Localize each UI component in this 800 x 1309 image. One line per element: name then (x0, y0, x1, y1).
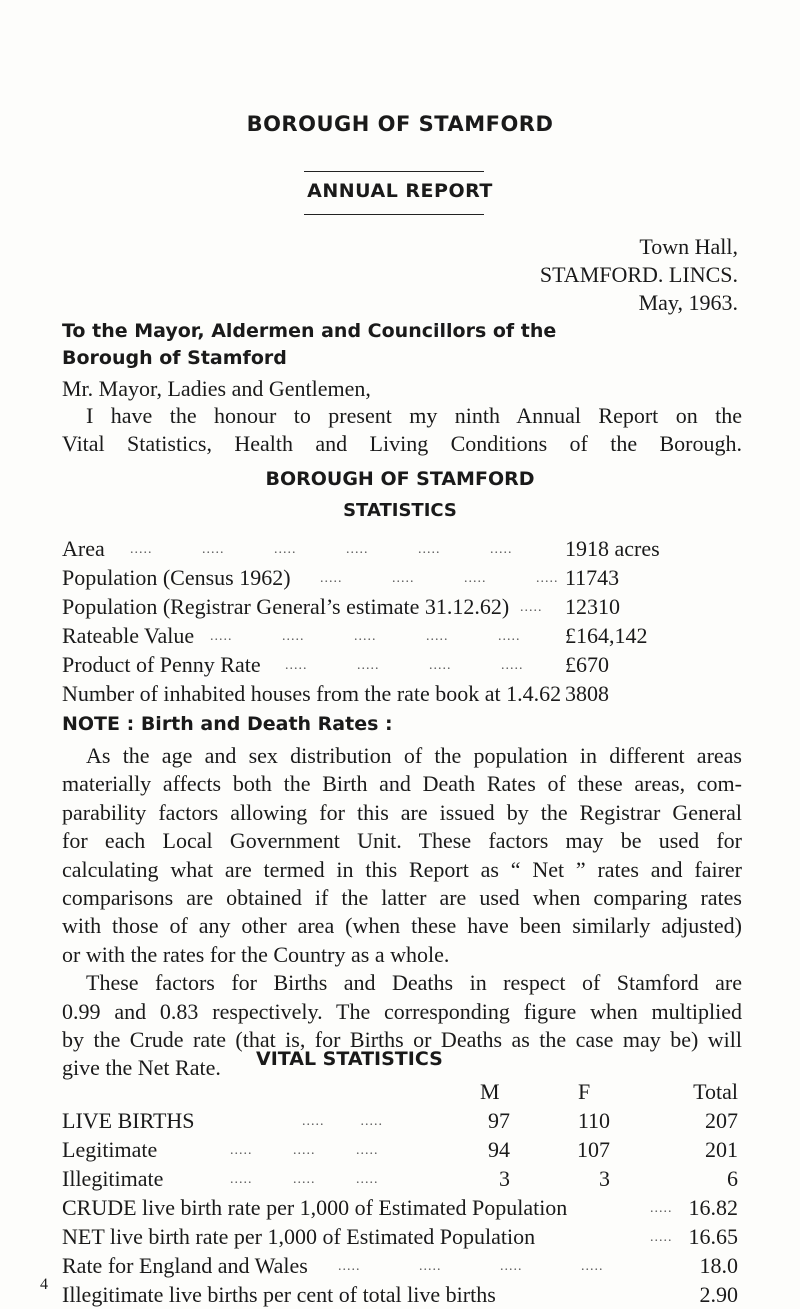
note-line: parability factors allowing for this are issued by the Registrar General (62, 799, 742, 825)
leader-dots: ..... (650, 1230, 673, 1245)
stats-row-label: Area (62, 536, 105, 561)
stats-row-value: £670 (565, 652, 609, 677)
vital-total: 6 (727, 1166, 738, 1191)
intro-line: Vital Statistics, Health and Living Conditions of the Borough. (62, 431, 742, 457)
stats-row-value: 3808 (565, 681, 609, 706)
vital-total: 207 (705, 1108, 738, 1133)
vital-row-label: LIVE BIRTHS (62, 1108, 195, 1133)
vital-row-label: Illegitimate (62, 1166, 164, 1191)
stats-row-value: 11743 (565, 565, 620, 590)
vital-m: 94 (488, 1137, 510, 1162)
rate-label: CRUDE live birth rate per 1,000 of Estimated Population (62, 1195, 568, 1220)
rate-value: 2.90 (699, 1282, 738, 1307)
intro-paragraph (62, 402, 742, 459)
leader-dots: ..... (650, 1201, 673, 1216)
note-line: or with the rates for the Country as a whole. (62, 941, 450, 967)
rate-label: Illegitimate live births per cent of total live births (62, 1282, 496, 1307)
stats-title: BOROUGH OF STAMFORD (265, 468, 535, 490)
address-line-3: May, 1963. (638, 290, 738, 315)
vital-m: 3 (499, 1166, 510, 1191)
col-header-m: M (480, 1079, 500, 1104)
note-line: As the age and sex distribution of the population in different areas (86, 743, 742, 768)
note-line: calculating what are termed in this Report as “ Net ” rates and fairer (62, 856, 742, 882)
leader-dots: ..... ..... ..... ..... ..... ..... (130, 542, 513, 557)
note-line: These factors for Births and Deaths in respect of Stamford are (86, 970, 742, 996)
stats-row-value: £164,142 (565, 623, 648, 648)
subtitle-divider (304, 214, 484, 215)
rate-value: 16.65 (688, 1224, 738, 1249)
vital-f: 110 (577, 1108, 610, 1133)
salutation: Mr. Mayor, Ladies and Gentlemen, (62, 376, 371, 401)
note-line: give the Net Rate. (62, 1055, 221, 1081)
note-line: comparisons are obtained if the latter are used when comparing rates (62, 885, 742, 911)
vital-title: VITAL STATISTICS (256, 1048, 443, 1070)
stats-row-label: Rateable Value (62, 623, 195, 648)
report-title: BOROUGH OF STAMFORD (246, 112, 554, 136)
note-line: materially affects both the Birth and Death Rates of these areas, com- (62, 771, 742, 797)
addressee-line-2: Borough of Stamford (62, 347, 287, 369)
note-paragraph-1 (62, 742, 742, 1083)
report-subtitle: ANNUAL REPORT (307, 180, 493, 202)
leader-dots: ..... (520, 600, 543, 615)
intro-line: I have the honour to present my ninth Annual Report on the (86, 403, 742, 428)
stats-row-label: Population (Registrar General’s estimate 31.12.62) (62, 594, 510, 619)
leader-dots: ..... ..... ..... (230, 1143, 379, 1158)
note-line: 0.99 and 0.83 respectively. The corresponding figure when multiplied (62, 998, 742, 1024)
vital-total: 201 (705, 1137, 738, 1162)
rate-value: 16.82 (688, 1195, 738, 1220)
stats-row-label: Population (Census 1962) (62, 565, 291, 590)
leader-dots: ..... ..... ..... ..... (338, 1259, 604, 1274)
page-number-text: 4 (40, 1276, 48, 1293)
vital-row-label: Legitimate (62, 1137, 158, 1162)
rate-label: Rate for England and Wales (62, 1253, 308, 1278)
col-header-f: F (578, 1079, 591, 1104)
vital-f: 107 (577, 1137, 610, 1162)
note-heading: NOTE : Birth and Death Rates : (62, 713, 393, 735)
leader-dots: ..... ..... ..... (230, 1172, 379, 1187)
leader-dots: ..... ..... ..... ..... ..... (210, 629, 521, 644)
stats-row-value: 12310 (565, 594, 620, 619)
stats-row-label: Product of Penny Rate (62, 652, 261, 677)
stats-row-value: 1918 acres (565, 536, 660, 561)
col-header-total: Total (693, 1079, 738, 1104)
vital-f: 3 (599, 1166, 610, 1191)
rate-value: 18.0 (699, 1253, 738, 1278)
leader-dots: ..... ..... ..... ..... (320, 571, 559, 586)
note-line: by the Crude rate (that is, for Births or Deaths as the case may be) will (62, 1027, 742, 1053)
stats-row-label: Number of inhabited houses from the rate book at 1.4.62 (62, 681, 562, 706)
address-line-1: Town Hall, (639, 234, 738, 259)
addressee-line-1: To the Mayor, Aldermen and Councillors of the (62, 320, 557, 342)
title-divider (304, 171, 484, 172)
leader-dots: ..... ..... ..... ..... (285, 658, 524, 673)
leader-dots: ..... ..... (302, 1114, 383, 1129)
vital-m: 97 (488, 1108, 510, 1133)
stats-subtitle: STATISTICS (343, 500, 457, 521)
note-line: with those of any other area (when these have been similarly adjusted) (62, 913, 742, 939)
note-line: for each Local Government Unit. These factors may be used for (62, 828, 742, 854)
address-line-2: STAMFORD. LINCS. (539, 262, 738, 287)
rate-label: NET live birth rate per 1,000 of Estimated Population (62, 1224, 536, 1249)
